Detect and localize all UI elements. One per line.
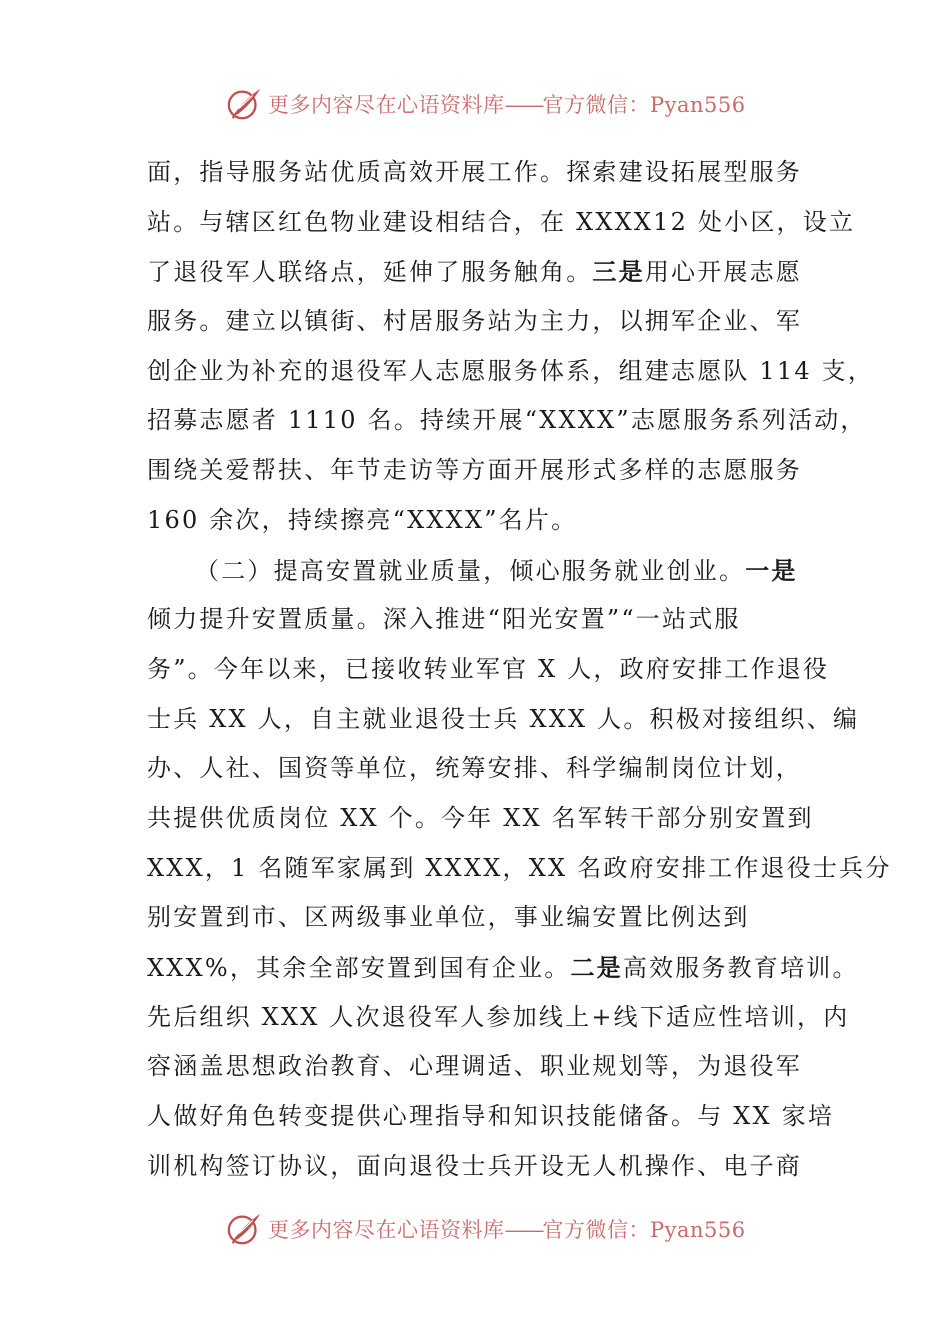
text-line — [147, 496, 819, 546]
text-line — [147, 893, 819, 943]
text-line — [147, 546, 819, 596]
bold-lead-phrase: 二是 — [570, 953, 623, 982]
watermark-dash: —— — [504, 1218, 543, 1242]
text-segment: 站。与辖区红色物业建设相结合，在 XXXX12 处小区，设立 — [147, 207, 856, 236]
text-segment: 创企业为补充的退役军人志愿服务体系，组建志愿队 114 支， — [147, 356, 875, 385]
text-line — [147, 1092, 835, 1142]
body-text — [147, 148, 892, 1191]
text-segment: 训机构签订协议，面向退役士兵开设无人机操作、电子商 — [147, 1151, 802, 1180]
text-segment: 160 余次，持续擦亮“XXXX”名片。 — [147, 505, 578, 534]
text-segment: 招募志愿者 1110 名。持续开展“XXXX”志愿服务系列活动， — [147, 406, 867, 435]
text-segment: （二）提高安置就业质量，倾心服务就业创业。 — [195, 556, 746, 585]
watermark-label: 官方微信： — [542, 93, 650, 117]
watermark-text — [268, 89, 746, 119]
text-line — [147, 148, 819, 198]
text-line — [147, 943, 859, 993]
text-line — [147, 645, 830, 695]
text-line — [147, 744, 819, 794]
text-segment: 用心开展志愿 — [644, 258, 803, 287]
text-segment: 先后组织 XXX 人次退役军人参加线上+线下适应性培训，内 — [147, 1002, 850, 1031]
text-segment: 务”。今年以来，已接收转业军官 X 人，政府安排工作退役 — [147, 654, 830, 683]
text-line — [147, 297, 819, 347]
watermark-text — [268, 1214, 746, 1244]
footer-watermark — [226, 1209, 746, 1249]
text-segment: 围绕关爱帮扶、年节走访等方面开展形式多样的志愿服务 — [147, 456, 802, 485]
watermark-account: Pyan556 — [650, 1218, 746, 1242]
bold-lead-phrase: 一是 — [745, 555, 798, 585]
text-segment: 共提供优质岗位 XX 个。今年 XX 名军转干部分别安置到 — [147, 803, 814, 832]
text-segment: 别安置到市、区两级事业单位，事业编安置比例达到 — [147, 903, 750, 932]
text-segment: 服务。建立以镇街、村居服务站为主力，以拥军企业、军 — [147, 307, 802, 336]
text-segment: XXX%，其余全部安置到国有企业。 — [147, 954, 571, 982]
watermark-brand: 更多内容尽在心语资料库 — [268, 1218, 505, 1242]
text-line — [147, 198, 856, 248]
text-line — [147, 595, 819, 645]
text-segment: 容涵盖思想政治教育、心理调适、职业规划等，为退役军 — [147, 1052, 802, 1081]
text-segment: 倾力提升安置质量。深入推进“阳光安置”“一站式服 — [147, 605, 741, 634]
text-segment: 士兵 XX 人，自主就业退役士兵 XXX 人。积极对接组织、编 — [147, 704, 860, 733]
watermark-brand: 更多内容尽在心语资料库 — [268, 93, 505, 117]
header-watermark — [226, 84, 746, 124]
text-line — [147, 794, 819, 844]
text-line — [147, 247, 819, 297]
text-line — [147, 396, 867, 446]
text-segment: 高效服务教育培训。 — [622, 954, 859, 982]
text-segment: 了退役军人联络点，延伸了服务触角。 — [147, 258, 593, 287]
text-line — [147, 993, 850, 1043]
watermark-dash: —— — [504, 93, 543, 117]
watermark-account: Pyan556 — [650, 93, 746, 117]
text-line — [147, 1142, 819, 1192]
watermark-label: 官方微信： — [542, 1218, 650, 1242]
bold-lead-phrase: 三是 — [592, 257, 645, 287]
text-line — [147, 446, 819, 496]
text-segment: 办、人社、国资等单位，统筹安排、科学编制岗位计划， — [147, 754, 802, 783]
text-segment: 人做好角色转变提供心理指导和知识技能储备。与 XX 家培 — [147, 1102, 835, 1131]
text-line — [147, 695, 860, 745]
quill-logo-icon — [226, 1210, 264, 1248]
text-line — [147, 1042, 819, 1092]
text-segment: 面，指导服务站优质高效开展工作。探索建设拓展型服务 — [147, 158, 802, 186]
quill-logo-icon — [226, 85, 264, 123]
text-line — [147, 347, 875, 397]
text-line — [147, 844, 892, 894]
text-segment: XXX，1 名随军家属到 XXXX，XX 名政府安排工作退役士兵分 — [147, 853, 892, 882]
